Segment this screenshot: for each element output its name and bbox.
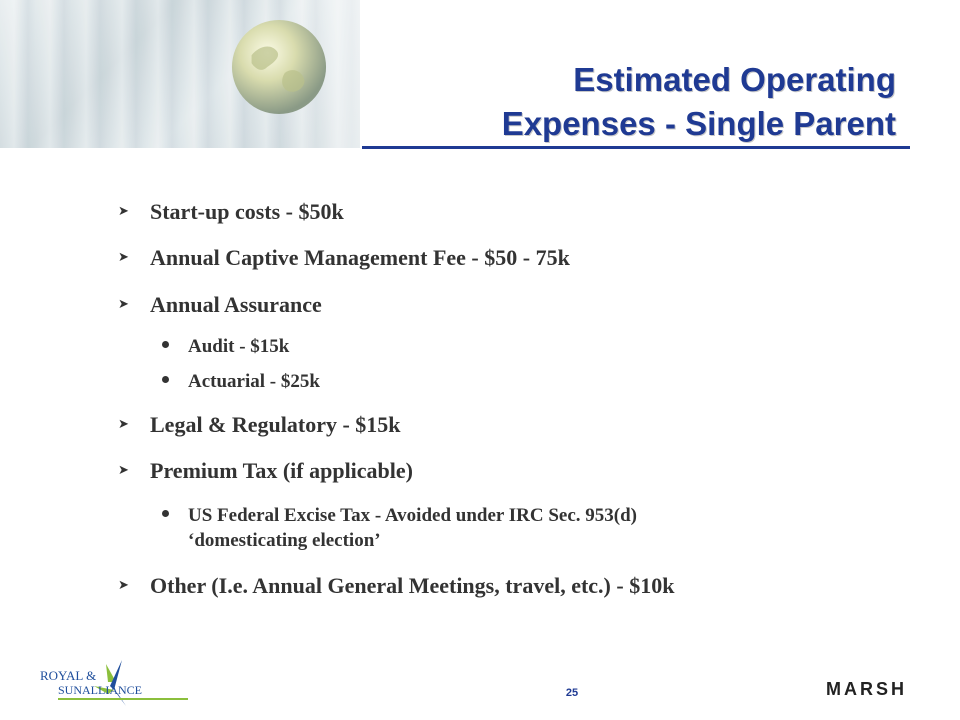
royal-sunalliance-logo — [38, 660, 198, 710]
title-underline — [362, 146, 910, 149]
arrow-bullet-icon: ➤ — [118, 417, 129, 432]
arrow-bullet-icon: ➤ — [118, 250, 129, 265]
sub-bullet-text: Audit - $15k — [188, 336, 290, 357]
arrow-bullet-icon: ➤ — [118, 578, 129, 593]
marsh-logo: MARSH — [826, 679, 907, 699]
bullet-text: Legal & Regulatory - $15k — [150, 412, 401, 437]
arrow-bullet-icon: ➤ — [118, 297, 129, 312]
sub-bullet-text: Actuarial - $25k — [188, 371, 320, 392]
logo-text-line-2: SUNALLIANCE — [58, 683, 142, 697]
title-line-1: Estimated Operating — [573, 61, 896, 98]
dot-bullet-icon — [162, 510, 169, 517]
bullet-text: Other (I.e. Annual General Meetings, travel, etc.) - $10k — [150, 573, 675, 598]
page-number: 25 — [565, 687, 579, 699]
arrow-bullet-icon: ➤ — [118, 204, 129, 219]
bullet-text: Annual Captive Management Fee - $50 - 75k — [150, 245, 570, 270]
dot-bullet-icon — [162, 341, 169, 348]
bullet-text: Start-up costs - $50k — [150, 199, 344, 224]
bullet-text: Premium Tax (if applicable) — [150, 458, 413, 483]
logo-text-line-1: ROYAL & — [40, 668, 97, 683]
dot-bullet-icon — [162, 376, 169, 383]
title-line-2: Expenses - Single Parent — [501, 105, 896, 142]
globe-icon — [230, 18, 328, 116]
bullet-text: Annual Assurance — [150, 292, 322, 317]
sub-bullet-text: US Federal Excise Tax - Avoided under IRC Sec. 953(d) — [188, 505, 637, 526]
sub-bullet-text-line-2: ‘domesticating election’ — [188, 530, 381, 551]
slide-title — [362, 58, 910, 150]
arrow-bullet-icon: ➤ — [118, 463, 129, 478]
